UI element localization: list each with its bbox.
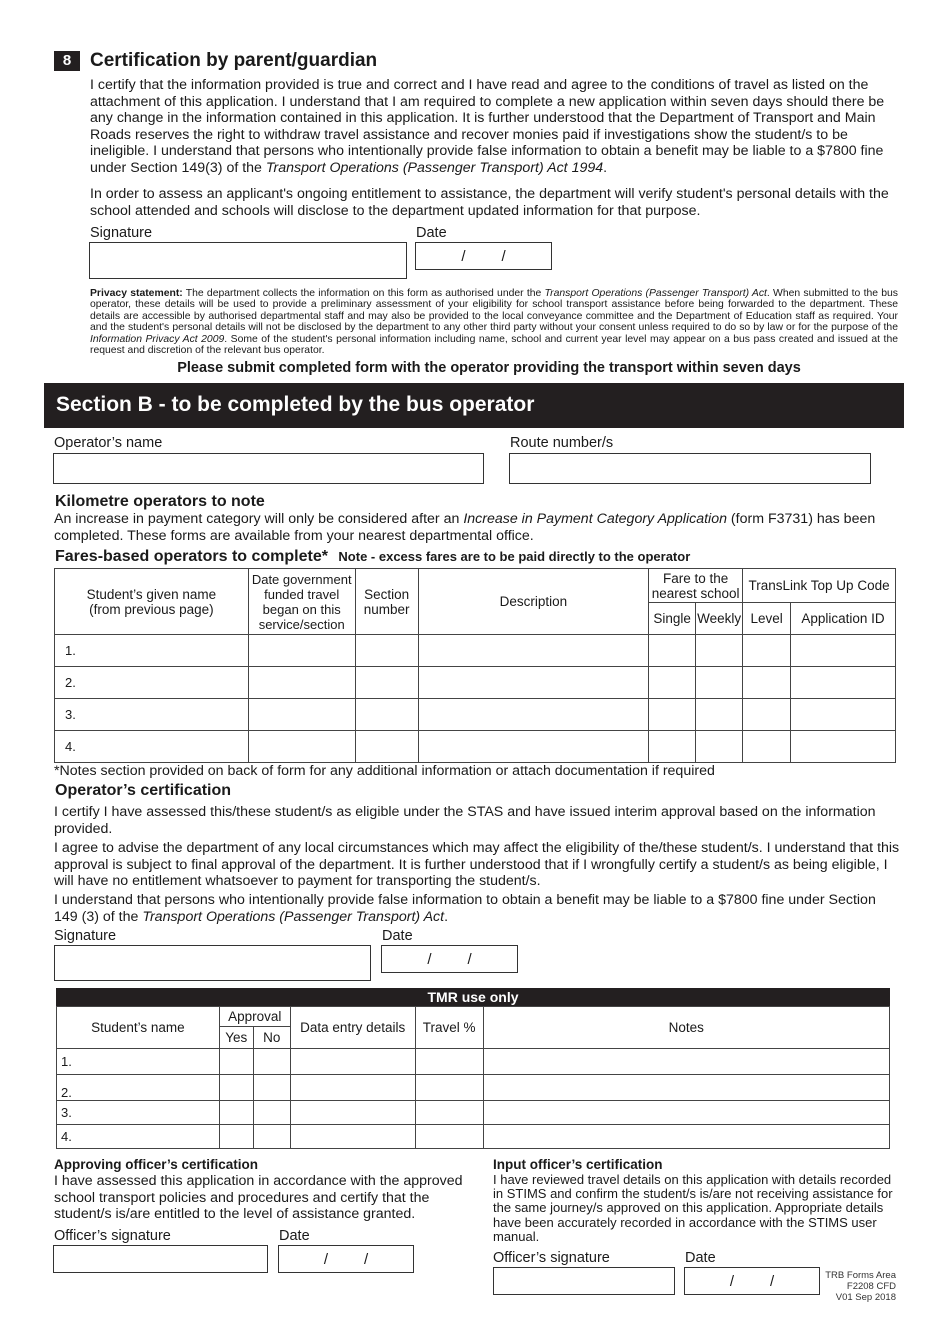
input-signature-field[interactable] — [493, 1267, 675, 1295]
assessment-text: In order to assess an applicant's ongoing entitlement to assistance, the department will verify student's personal details with the school attended and schools will disclose to the department updated information for that purpose. — [90, 186, 889, 219]
tmr-header-bar: TMR use only — [56, 988, 890, 1006]
cell-input[interactable] — [791, 667, 896, 699]
cell-input[interactable] — [418, 731, 649, 763]
col-description: Description — [418, 569, 649, 635]
cell-input[interactable] — [418, 667, 649, 699]
input-signature-label: Officer’s signature — [493, 1250, 610, 1266]
approving-signature-field[interactable] — [53, 1245, 268, 1273]
cell-input[interactable] — [355, 731, 418, 763]
cell-input[interactable] — [483, 1075, 889, 1101]
operator-cert-heading: Operator’s certification — [55, 782, 232, 799]
input-officer-text: I have reviewed travel details on this application with details recorded in STIMS and confirm the student/s is/are not receiving assistance for the same journey/s approved on this application. Appropriate details have been accurately recorded in accordance with the STIMS user manual. — [493, 1172, 893, 1244]
privacy-statement: Privacy statement: The department collects the information on this form as authorised under the Transport Operations (Passenger Transport) Act. When submitted to the bus operator, these details will be used to provide a preliminary assessment of your eligibility for school transport assistance before being forwarded to the department. These details are accessible by authorised departmental staff and may also be provided to the local conveyance committee and the Department of Education staff as required. Your and the student's personal details will not be disclosed by the department to any other third party without your consent unless required to do so by law or for the purpose of the Information Privacy Act 2009. Some of the student's personal information including name, school and current year level may appear on a bus pass created and issued at the request and discretion of the relevant bus operator. — [90, 288, 899, 357]
cell-input[interactable] — [696, 699, 743, 731]
cell-input[interactable] — [415, 1049, 483, 1075]
cell-input[interactable] — [791, 635, 896, 667]
cell-input[interactable] — [483, 1125, 889, 1149]
cell-input[interactable] — [248, 635, 355, 667]
cell-input[interactable] — [696, 635, 743, 667]
operator-name-label: Operator’s name — [54, 435, 163, 451]
row-number: 1. — [57, 1049, 220, 1075]
form-ref-line1: TRB Forms Area — [825, 1270, 896, 1281]
approving-officer-text: I have assessed this application in accordance with the approved school transport policies and procedures and certify that the student/s is/are entitled to the level of assistance granted. — [54, 1173, 463, 1223]
col-level: Level — [743, 603, 791, 635]
table-row — [55, 699, 896, 731]
tmr-col-notes: Notes — [483, 1007, 889, 1049]
row-number: 4. — [57, 1125, 220, 1149]
cell-input[interactable] — [219, 1125, 253, 1149]
cell-input[interactable] — [483, 1049, 889, 1075]
cell-input[interactable] — [649, 699, 696, 731]
approving-signature-label: Officer’s signature — [54, 1228, 171, 1244]
input-date-field[interactable]: / / — [684, 1267, 820, 1295]
cell-input[interactable] — [696, 731, 743, 763]
parent-signature-label: Signature — [90, 225, 153, 241]
route-number-label: Route number/s — [510, 435, 614, 451]
cell-input[interactable] — [415, 1075, 483, 1101]
tmr-col-student: Student’s name — [57, 1007, 220, 1049]
cell-input[interactable] — [290, 1075, 415, 1101]
tmr-col-data-entry: Data entry details — [290, 1007, 415, 1049]
cell-input[interactable] — [248, 699, 355, 731]
cell-input[interactable] — [418, 699, 649, 731]
cell-input[interactable] — [415, 1101, 483, 1125]
section-8-title: Certification by parent/guardian — [90, 50, 378, 71]
col-fare-nearest-school: Fare to the nearest school — [649, 569, 743, 603]
cell-input[interactable] — [290, 1125, 415, 1149]
cell-input[interactable] — [253, 1049, 290, 1075]
row-number: 3. — [57, 1101, 220, 1125]
approving-date-field[interactable]: / / — [278, 1245, 414, 1273]
operator-cert-p2: I agree to advise the department of any local circumstances which may affect the eligibility of the/these student/s. I understand that this approval is subject to final approval of the department. It is further understood that if I wrongfully certify a student/s as being eligible, I will have no entitlement whatsoever to payment for transporting the student/s. — [54, 840, 900, 890]
cell-input[interactable] — [415, 1125, 483, 1149]
parent-date-label: Date — [416, 225, 447, 241]
table-row — [55, 667, 896, 699]
section-b-title: Section B - to be completed by the bus operator — [56, 393, 535, 416]
tmr-col-yes: Yes — [219, 1027, 253, 1049]
form-reference — [825, 1270, 896, 1303]
parent-signature-field[interactable] — [89, 242, 407, 279]
cell-input[interactable] — [290, 1049, 415, 1075]
col-single: Single — [649, 603, 696, 635]
cell-input[interactable] — [743, 731, 791, 763]
col-student-name: Student’s given name (from previous page) — [55, 569, 249, 635]
cell-input[interactable] — [253, 1075, 290, 1101]
parent-date-field[interactable]: / / — [415, 242, 552, 270]
cell-input[interactable] — [649, 667, 696, 699]
km-operators-heading: Kilometre operators to note — [55, 493, 265, 510]
col-date-gov-travel: Date government funded travel began on this service/section — [248, 569, 355, 635]
cell-input[interactable] — [791, 699, 896, 731]
cell-input[interactable] — [219, 1075, 253, 1101]
operator-cert-p1: I certify I have assessed this/these student/s as eligible under the STAS and have issued interim approval based on the information provided. — [54, 804, 876, 837]
input-officer-heading: Input officer’s certification — [493, 1157, 663, 1172]
parent-certification-text: I certify that the information provided is true and correct and I have read and agree to the conditions of travel as listed on the attachment of this application. I understand that I am required to complete a new application within seven days should there be any change in the information contained in this application. It is further understood that the Department of Transport and Main Roads reserves the right to withdraw travel assistance and recover monies paid if investigations show the student/s to be ineligible. I understand that persons who intentionally provide false information to obtain a benefit may be liable to a $7800 fine under Section 149(3) of the Transport Operations (Passenger Transport) Act 1994. — [90, 77, 885, 176]
table-row — [57, 1101, 890, 1125]
form-ref-line3: V01 Sep 2018 — [835, 1292, 896, 1303]
table-row — [55, 731, 896, 763]
cell-input[interactable] — [219, 1049, 253, 1075]
tmr-table — [56, 1006, 890, 1149]
table-row — [57, 1075, 890, 1101]
submit-note: Please submit completed form with the operator providing the transport within seven days — [177, 360, 801, 376]
operator-name-field[interactable] — [53, 453, 484, 484]
cell-input[interactable] — [649, 635, 696, 667]
km-operators-text: An increase in payment category will only be considered after an Increase in Payment Category Application (form F3731) has been completed. These forms are available from your nearest departmental office. — [54, 511, 876, 544]
cell-input[interactable] — [355, 699, 418, 731]
table-row — [57, 1049, 890, 1075]
cell-input[interactable] — [743, 635, 791, 667]
cell-input[interactable] — [253, 1101, 290, 1125]
row-number: 1. — [55, 635, 249, 667]
cell-input[interactable] — [696, 667, 743, 699]
form-ref-line2: F2208 CFD — [846, 1281, 896, 1292]
row-number: 2. — [55, 667, 249, 699]
cell-input[interactable] — [483, 1101, 889, 1125]
cell-input[interactable] — [791, 731, 896, 763]
col-application-id: Application ID — [791, 603, 896, 635]
route-number-field[interactable] — [509, 453, 871, 484]
operator-signature-field[interactable] — [54, 945, 371, 981]
tmr-col-travel: Travel % — [415, 1007, 483, 1049]
cell-input[interactable] — [248, 667, 355, 699]
approving-officer-heading: Approving officer’s certification — [54, 1157, 259, 1172]
col-section-number: Section number — [355, 569, 418, 635]
table-row — [55, 635, 896, 667]
row-number: 2. — [57, 1075, 220, 1101]
cell-input[interactable] — [290, 1101, 415, 1125]
cell-input[interactable] — [355, 635, 418, 667]
tmr-col-no: No — [253, 1027, 290, 1049]
table-row — [57, 1125, 890, 1149]
operator-date-label: Date — [382, 928, 413, 944]
row-number: 3. — [55, 699, 249, 731]
cell-input[interactable] — [418, 635, 649, 667]
fares-footnote: *Notes section provided on back of form for any additional information or attach documentation if required — [54, 763, 715, 779]
cell-input[interactable] — [743, 667, 791, 699]
cell-input[interactable] — [355, 667, 418, 699]
operator-signature-label: Signature — [54, 928, 117, 944]
cell-input[interactable] — [248, 731, 355, 763]
fares-table — [54, 568, 896, 763]
cell-input[interactable] — [219, 1101, 253, 1125]
cell-input[interactable] — [743, 699, 791, 731]
input-date-label: Date — [685, 1250, 716, 1266]
section-number-badge: 8 — [54, 51, 80, 71]
operator-cert-p3: I understand that persons who intentionally provide false information to obtain a benefit may be liable to a $7800 fine under Section 149 (3) of the Transport Operations (Passenger Transport) Act. — [54, 892, 876, 925]
operator-date-field[interactable]: / / — [381, 945, 518, 973]
cell-input[interactable] — [253, 1125, 290, 1149]
approving-date-label: Date — [279, 1228, 310, 1244]
tmr-col-approval: Approval — [219, 1007, 290, 1027]
col-weekly: Weekly — [696, 603, 743, 635]
cell-input[interactable] — [649, 731, 696, 763]
row-number: 4. — [55, 731, 249, 763]
col-translink-code: TransLink Top Up Code — [743, 569, 896, 603]
fares-heading-line: Fares-based operators to complete* Note - excess fares are to be paid directly to the operator — [55, 548, 691, 565]
